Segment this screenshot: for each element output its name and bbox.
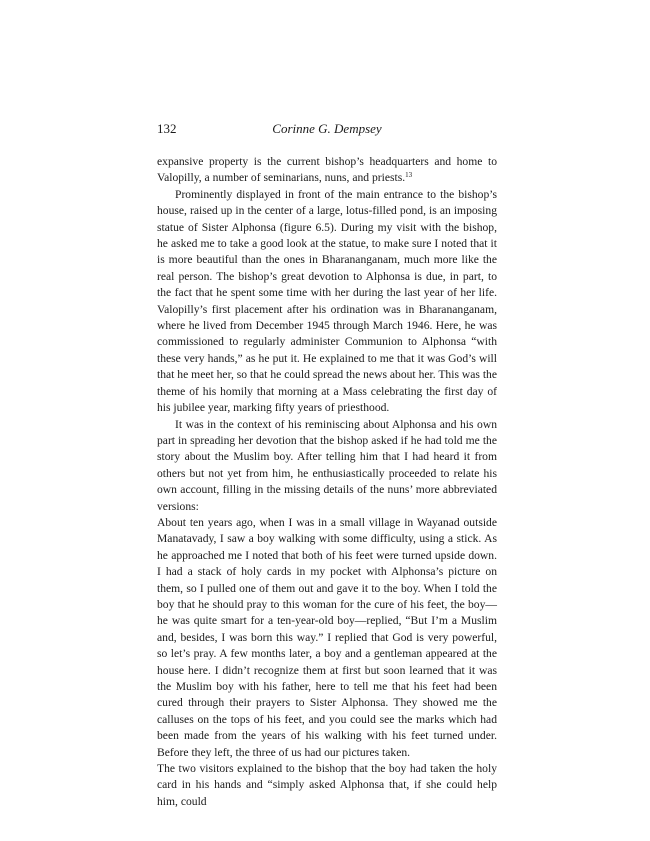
paragraph-muslim-boy-intro: It was in the context of his reminiscing about Alphonsa and his own part in spreading her devotion that the bishop asked if he had told me the story about the Muslim boy. After telling him that I had heard it from others but not yet from him, he enthusiastically proceeded to relate his own account, filling in the missing details of the nuns’ more abbreviated versions: xyxy=(157,417,497,513)
page-number: 132 xyxy=(157,121,177,136)
paragraph-continued-text: expansive property is the current bishop’s headquarters and home to Valopilly, a number of seminarians, nuns, and priests. xyxy=(157,155,497,185)
page-header xyxy=(157,121,497,141)
running-head: Corinne G. Dempsey xyxy=(272,121,382,136)
body-text xyxy=(157,154,497,810)
paragraph-continued xyxy=(157,154,497,187)
paragraph-visitors: The two visitors explained to the bishop that the boy had taken the holy card in his hands and “simply asked Alphonsa that, if she could help him, could xyxy=(157,762,497,808)
block-quote: About ten years ago, when I was in a small village in Wayanad outside Manatavady, I saw a boy walking with some difficulty, using a stick. As he approached me I noted that both of his feet were turned upside down. I had a stack of holy cards in my pocket with Alphonsa’s picture on them, so I pulled one of them out and gave it to the boy. When I told the boy that he should pray to this woman for the cure of his feet, the boy—he was quite smart for a ten-year-old boy—replied, “But I’m a Muslim and, besides, I was born this way.” I replied that God is very powerful, so let’s pray. A few months later, a boy and a gentleman appeared at the house here. I didn’t recognize them at first but soon learned that it was the Muslim boy with his father, here to tell me that his feet had been cured through their prayers to Sister Alphonsa. They showed me the calluses on the tops of his feet, and you could see the marks which had been made from the years of his walking with his feet turned under. Before they left, the three of us had our pictures taken. xyxy=(157,515,497,759)
footnote-marker: 13 xyxy=(405,171,413,180)
paragraph-statue: Prominently displayed in front of the main entrance to the bishop’s house, raised up in the center of a large, lotus-filled pond, is an imposing statue of Sister Alphonsa (figure 6.5). During my visit with the bishop, he asked me to take a good look at the statue, to make sure I noted that it is more beautiful than the ones in Bharananganam, much more like the real person. The bishop’s great devotion to Alphonsa is due, in part, to the fact that he spent some time with her during the last year of her life. Valopilly’s first placement after his ordination was in Bharananganam, where he lived from December 1945 through March 1946. Here, he was commissioned to regularly administer Communion to Alphonsa “with these very hands,” as he put it. He explained to me that it was God’s will that he meet her, so that he could spread the news about her. This was the theme of his homily that morning at a Mass celebrating the first day of his jubilee year, marking fifty years of priesthood. xyxy=(157,187,497,415)
